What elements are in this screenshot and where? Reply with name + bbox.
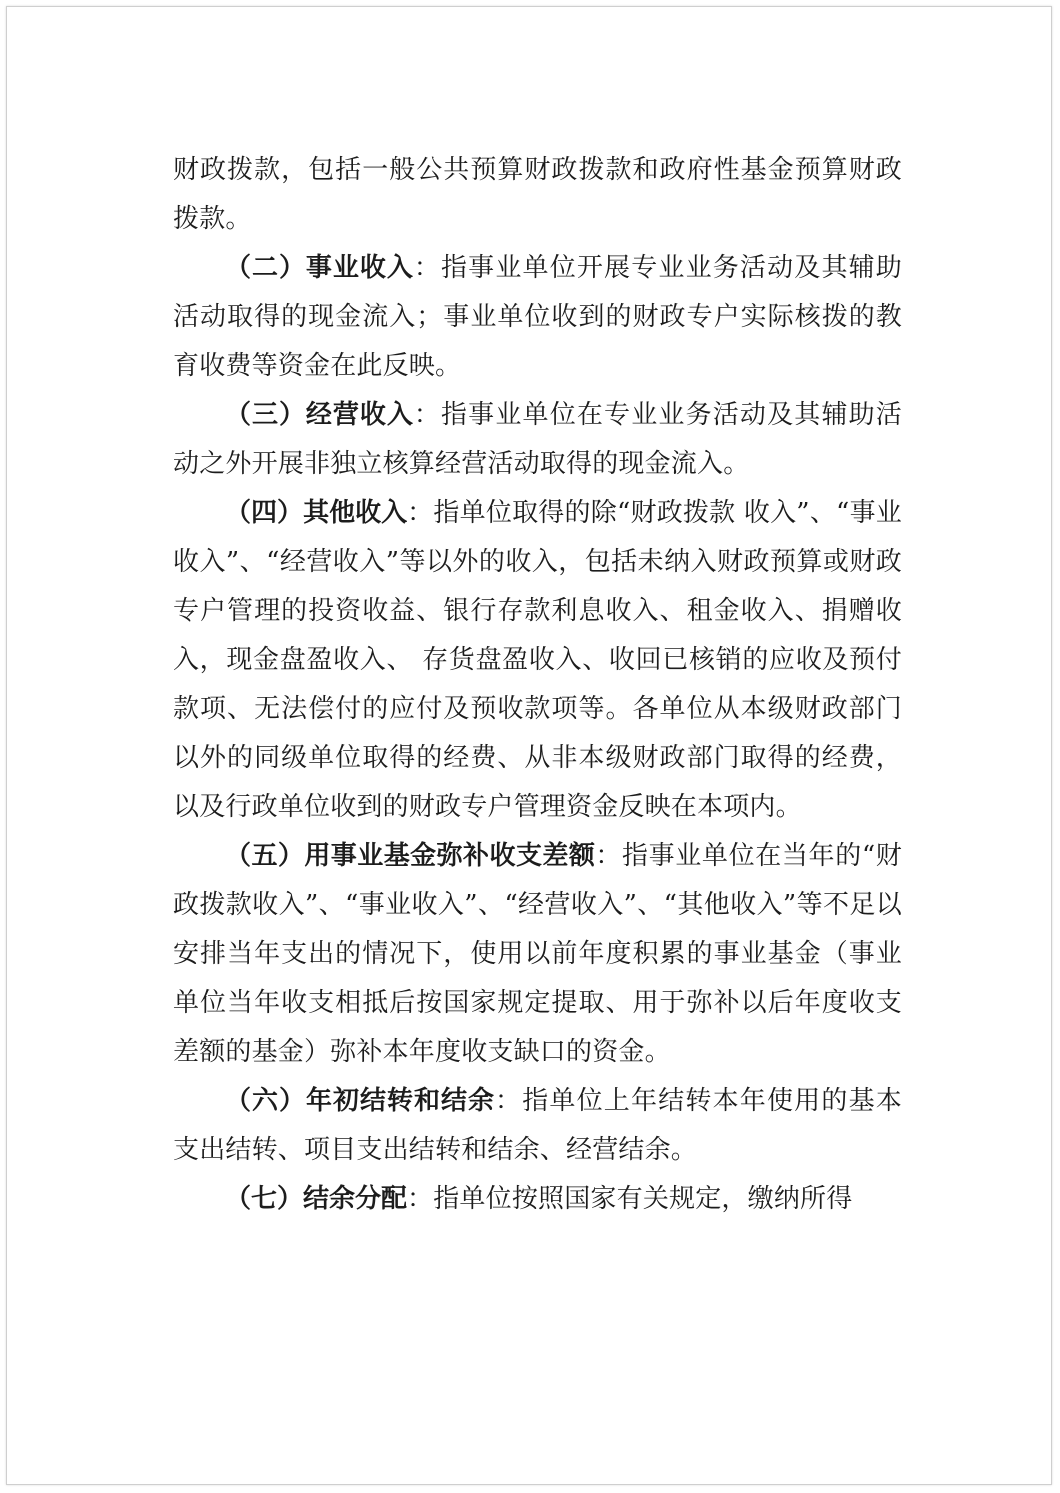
document-page (6, 6, 1052, 1485)
section-heading-other-income: （四）其他收入 (225, 498, 408, 528)
paragraph-text: ：指事业单位在专业业务活动及其辅助活动之外开展非独立核算经营活动取得的现金流入。 (173, 400, 902, 479)
paragraph-continuation (173, 146, 902, 244)
paragraph-text: 财政拨款，包括一般公共预算财政拨款和政府性基金预算财政拨款。 (173, 155, 902, 234)
section-heading-carryover: （六）年初结转和结余 (225, 1086, 495, 1116)
paragraph-carryover (173, 1077, 902, 1175)
section-heading-operating-income: （三）经营收入 (225, 400, 414, 430)
section-heading-business-income: （二）事业收入 (225, 253, 414, 283)
paragraph-other-income (173, 489, 902, 832)
paragraph-text: ：指事业单位开展专业业务活动及其辅助活动取得的现金流入；事业单位收到的财政专户实际核拨的教育收费等资金在此反映。 (173, 253, 902, 381)
document-body (173, 146, 902, 1224)
paragraph-text: ：指单位按照国家有关规定，缴纳所得 (407, 1184, 853, 1214)
paragraph-business-income (173, 244, 902, 391)
paragraph-surplus-distribution (173, 1175, 902, 1224)
paragraph-text: ：指单位上年结转本年使用的基本支出结转、项目支出结转和结余、经营结余。 (173, 1086, 902, 1165)
section-heading-business-fund: （五）用事业基金弥补收支差额 (225, 841, 596, 871)
paragraph-text: ：指单位取得的除“财政拨款 收入”、“事业收入”、“经营收入”等以外的收入，包括未纳入财政预算或财政专户管理的投资收益、银行存款利息收入、租金收入、捐赠收入，现金盘盈收入、 存货盘盈收入、收回已核销的应收及预付款项、无法偿付的应付及预收款项等。各单位从本级财政部门以外的同级单位取得的经费、从非本级财政部门取得的经费， 以及行政单位收到的财政专户管理资金反映在本项内。 (173, 498, 902, 822)
paragraph-business-fund (173, 832, 902, 1077)
paragraph-operating-income (173, 391, 902, 489)
section-heading-surplus-distribution: （七）结余分配 (225, 1184, 408, 1214)
paragraph-text: ：指事业单位在当年的“财政拨款收入”、“事业收入”、“经营收入”、“其他收入”等不足以安排当年支出的情况下，使用以前年度积累的事业基金（事业单位当年收支相抵后按国家规定提取、用于弥补以后年度收支差额的基金）弥补本年度收支缺口的资金。 (173, 841, 902, 1067)
